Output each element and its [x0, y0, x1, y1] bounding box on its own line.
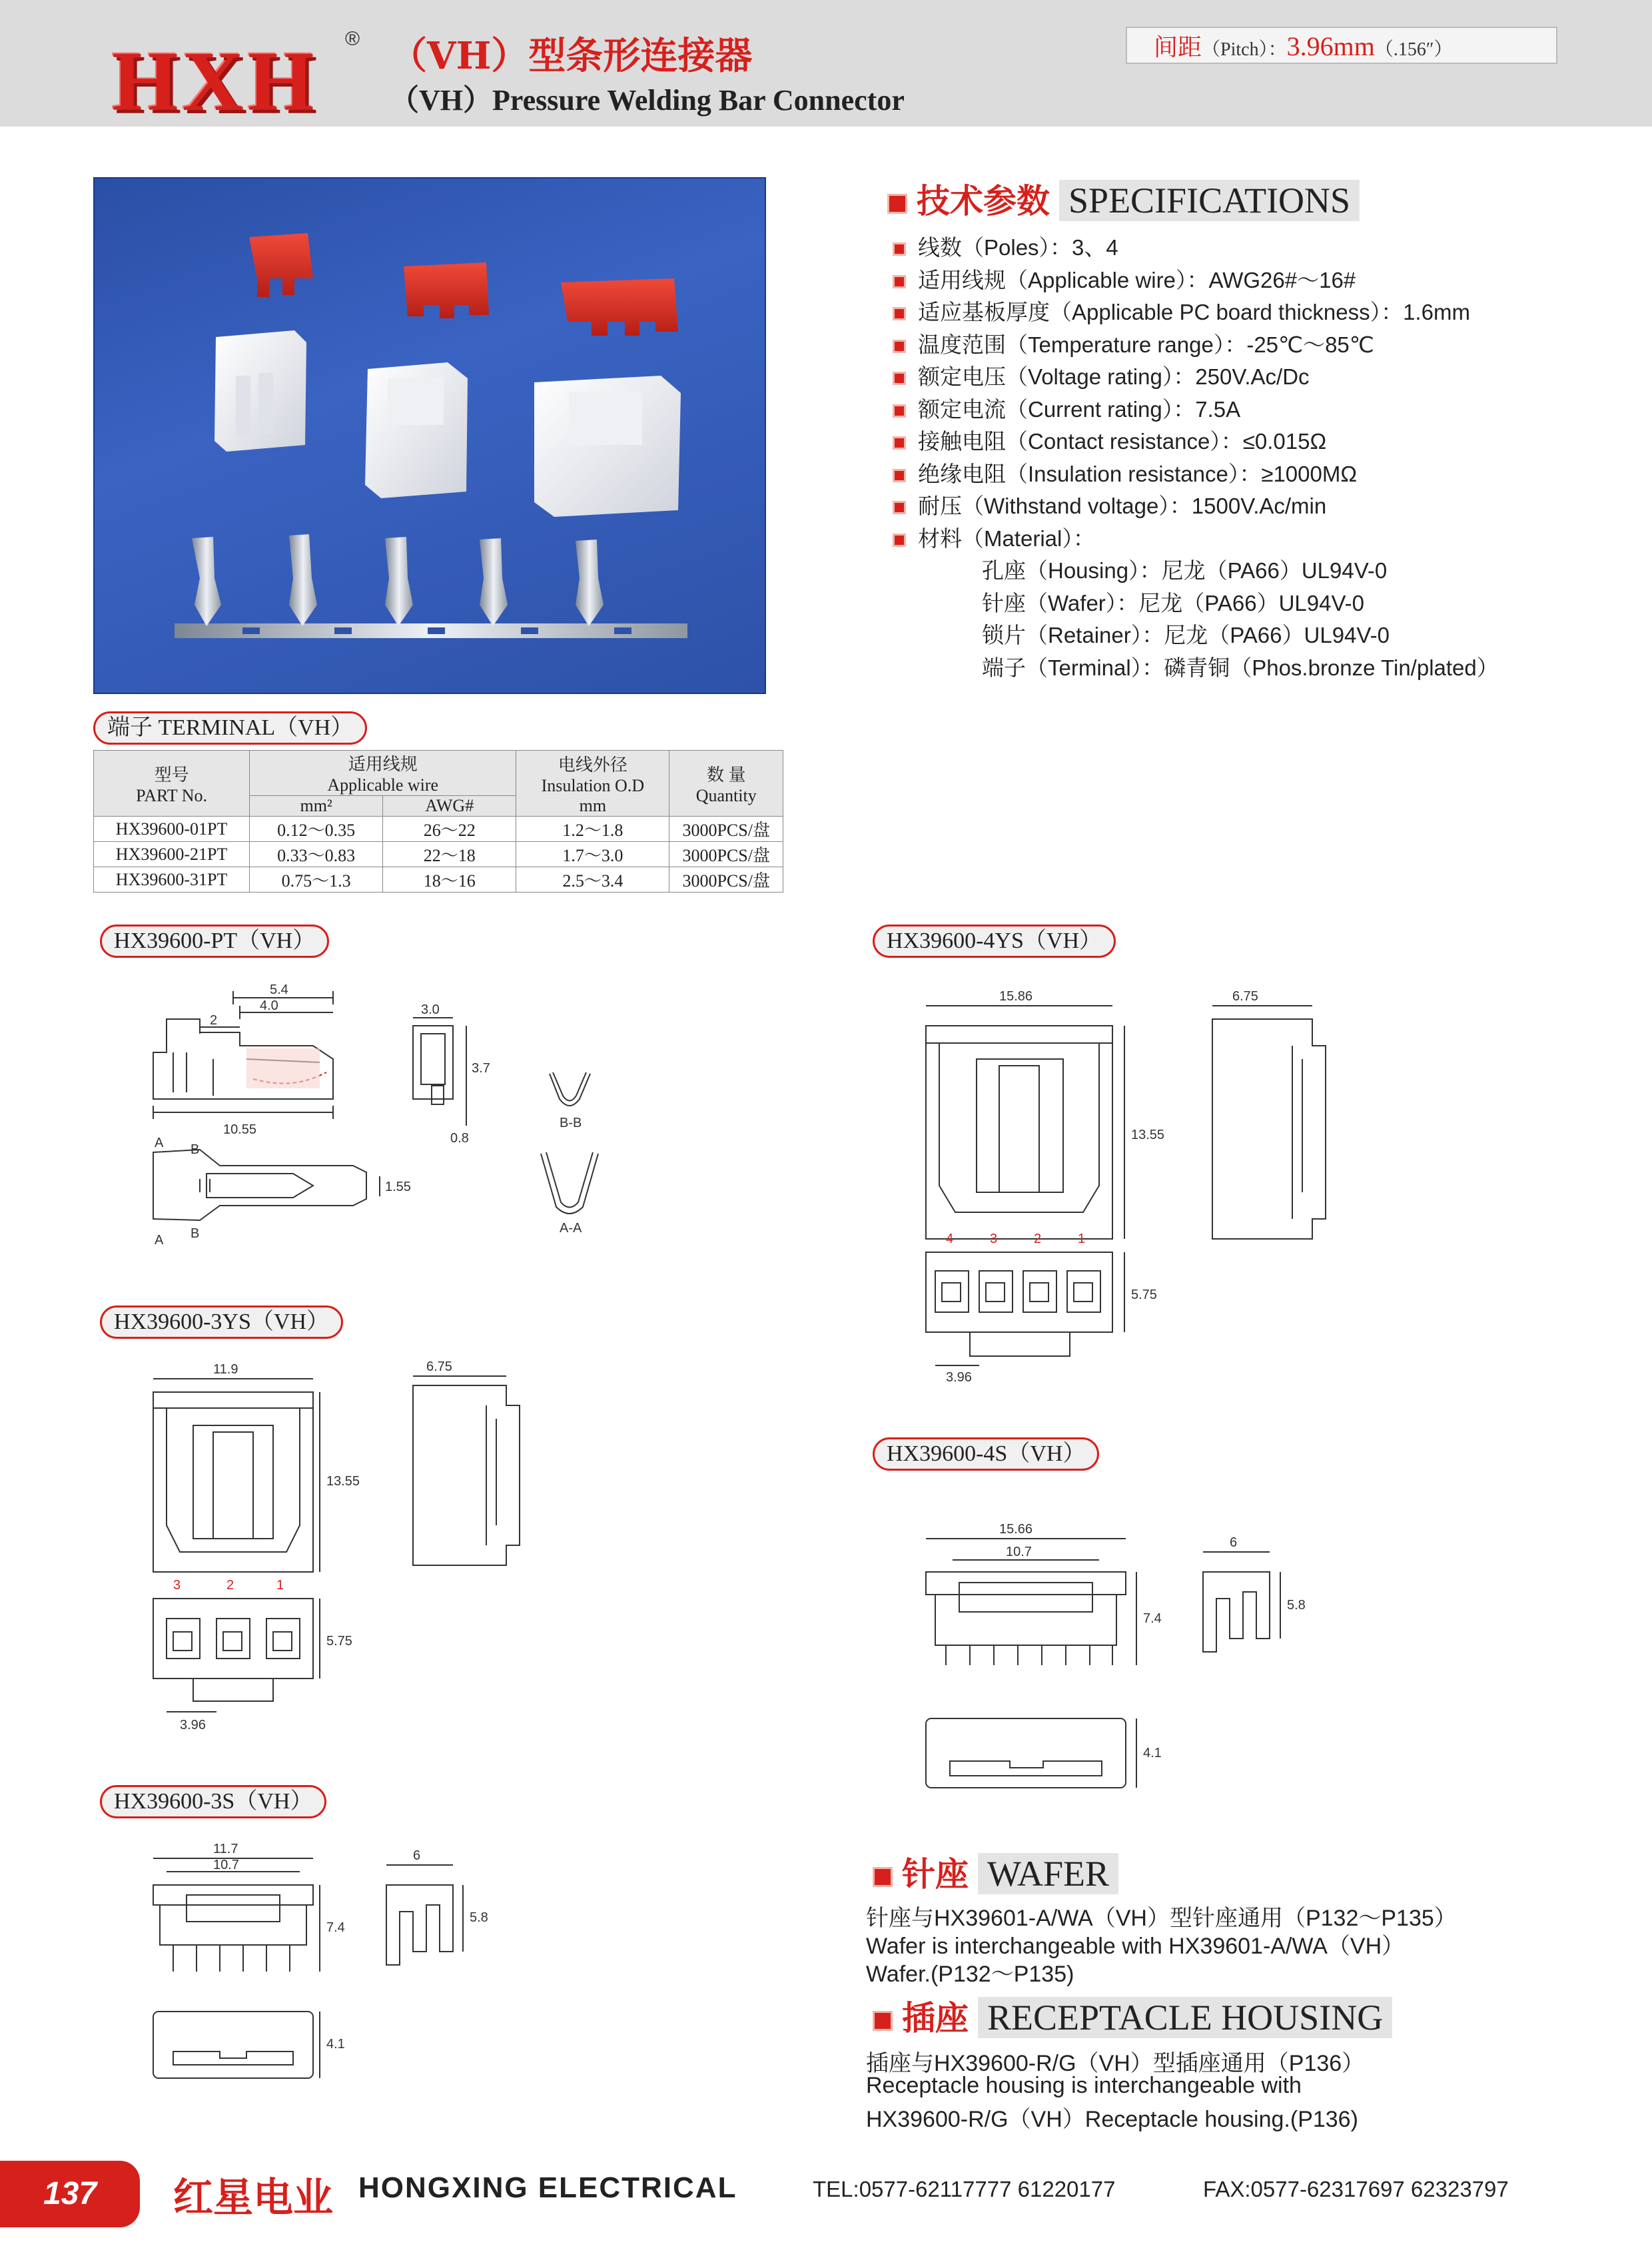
- 4ys-dim-5-75: 5.75: [1131, 1288, 1157, 1302]
- 3ys-side-view: [413, 1376, 520, 1565]
- retainer-mid: [404, 262, 489, 318]
- 3s-dim-11-7: 11.7: [213, 1842, 238, 1856]
- 3ys-dim-5-75: 5.75: [326, 1634, 352, 1649]
- receptacle-note-1: 插座与HX39600-R/G（VH）型插座通用（P136）: [866, 2051, 1365, 2076]
- 4ys-front-view: [926, 1006, 1124, 1239]
- drawing-label-4s: HX39600-4S（VH）: [873, 1437, 1099, 1471]
- th-mm2: mm²: [250, 796, 383, 817]
- specifications-title: [887, 175, 1360, 222]
- section-bullet-icon: [873, 1867, 893, 1887]
- th-wire: 适用线规 Applicable wire: [250, 751, 516, 796]
- spec-item-text: 适用线规（Applicable wire）：AWG26#～16#: [918, 267, 1356, 292]
- terminal-label: 端子 TERMINAL（VH）: [93, 711, 367, 745]
- 3ys-front-view: [153, 1379, 320, 1572]
- 3s-dim-6: 6: [413, 1848, 421, 1863]
- spec-item: [893, 457, 1357, 488]
- spec-item-text: 耐压（Withstand voltage）：1500V.Ac/min: [918, 494, 1327, 518]
- pitch-value: 3.96mm: [1286, 31, 1375, 61]
- th-awg: AWG#: [383, 796, 516, 817]
- receptacle-title: [873, 1992, 1392, 2040]
- material-item: 端子（Terminal）：磷青铜（Phos.bronze Tin/plated）: [982, 655, 1499, 680]
- spec-item-text: 温度范围（Temperature range）：-25℃～85℃: [918, 332, 1374, 357]
- spec-bullet-icon: [893, 436, 906, 450]
- spec-bullet-icon: [893, 534, 906, 547]
- drawing-label-3ys: HX39600-3YS（VH）: [100, 1306, 343, 1339]
- housing-mid: [365, 362, 468, 498]
- 4s-dim-7-4: 7.4: [1143, 1611, 1162, 1626]
- th-part: 型号 PART No.: [94, 751, 250, 817]
- product-photo: [93, 177, 766, 694]
- 4ys-side-view: [1212, 1006, 1326, 1239]
- spec-item: [893, 328, 1374, 359]
- pt-section-aa: [541, 1152, 598, 1214]
- page-header: [0, 0, 1652, 127]
- 4ys-dim-15-86: 15.86: [999, 989, 1033, 1004]
- drawing-label-3s: HX39600-3S（VH）: [100, 1785, 326, 1818]
- section-bullet-icon: [887, 194, 907, 214]
- spec-bullet-icon: [893, 275, 906, 288]
- pitch-inch: （.156″）: [1374, 39, 1453, 60]
- section-aa-label: A-A: [560, 1221, 582, 1236]
- spec-bullet-icon: [893, 404, 906, 418]
- wafer-note-1: 针座与HX39601-A/WA（VH）型针座通用（P132～P135）: [866, 1906, 1457, 1931]
- pt-dim-0-8: 0.8: [450, 1131, 469, 1146]
- spec-item-text: 额定电压（Voltage rating）：250V.Ac/Dc: [918, 364, 1310, 389]
- 3ys-pin-3: 3: [173, 1578, 181, 1593]
- pt-dim-10-55: 10.55: [223, 1122, 257, 1137]
- drawing-label-pt: HX39600-PT（VH）: [100, 925, 329, 958]
- pt-dim-3-7: 3.7: [472, 1061, 490, 1076]
- pt-dim-3-0: 3.0: [421, 1002, 440, 1017]
- th-qty: 数 量 Quantity: [669, 751, 783, 817]
- spec-item-text: 绝缘电阻（Insulation resistance）：≥1000MΩ: [918, 461, 1358, 486]
- retainer-small: [249, 233, 313, 297]
- spec-bullet-icon: [893, 340, 906, 353]
- spec-item: [893, 230, 1118, 262]
- receptacle-title-cn: 插座: [902, 2000, 969, 2037]
- footer-tel: TEL:0577-62117777 61220177: [813, 2177, 1116, 2201]
- pitch-label-cn: 间距: [1154, 34, 1202, 61]
- spec-item: [893, 489, 1326, 520]
- 4ys-dim-3-96: 3.96: [946, 1370, 972, 1385]
- wafer-note-3: Wafer.(P132～P135): [866, 1962, 1074, 1987]
- 4s-dim-4-1: 4.1: [1143, 1746, 1162, 1760]
- drawing-3s: [133, 1832, 560, 2098]
- 3s-front-view: [153, 1858, 320, 1972]
- footer-fax: FAX:0577-62317697 62323797: [1203, 2177, 1509, 2201]
- page-title-cn: （VH）型条形连接器: [390, 34, 753, 78]
- 3ys-dim-3-96: 3.96: [180, 1718, 206, 1732]
- section-bullet-icon: [873, 2011, 893, 2031]
- registered-mark: ®: [345, 28, 360, 50]
- 3ys-dim-6-75: 6.75: [426, 1359, 452, 1374]
- wafer-title-en: WAFER: [978, 1853, 1118, 1894]
- table-row: HX39600-01PT 0.12～0.35 26～22 1.2～1.8 3000PCS/盘: [94, 817, 783, 842]
- 4ys-pin-4: 4: [946, 1232, 954, 1246]
- receptacle-title-en: RECEPTACLE HOUSING: [978, 1997, 1392, 2038]
- spec-item-text: 适应基板厚度（Applicable PC board thickness）：1.6mm: [918, 300, 1470, 324]
- housing-small: [214, 330, 306, 452]
- material-item: 针座（Wafer）：尼龙（PA66）UL94V-0: [982, 590, 1364, 615]
- specifications-title-en: SPECIFICATIONS: [1059, 180, 1360, 221]
- 3ys-bottom-view: [153, 1599, 320, 1712]
- pitch-box: [1126, 27, 1557, 64]
- terminal-strip: [175, 534, 687, 638]
- pitch-label-en: （Pitch）：: [1202, 39, 1287, 60]
- th-od: 电线外径 Insulation O.D mm: [516, 751, 669, 817]
- spec-item-text: 接触电阻（Contact resistance）：≤0.015Ω: [918, 429, 1327, 454]
- spec-bullet-icon: [893, 372, 906, 385]
- spec-item: [893, 295, 1470, 326]
- 4ys-pin-2: 2: [1034, 1232, 1042, 1246]
- drawing-3ys: [133, 1352, 560, 1738]
- spec-item: [893, 360, 1310, 391]
- spec-item: [893, 392, 1240, 424]
- 4s-dim-10-7: 10.7: [1006, 1545, 1032, 1559]
- material-item: 孔座（Housing）：尼龙（PA66）UL94V-0: [982, 558, 1388, 583]
- page-title-en: （VH）Pressure Welding Bar Connector: [390, 84, 905, 117]
- drawing-label-4ys: HX39600-4YS（VH）: [873, 925, 1116, 958]
- table-row: HX39600-31PT 0.75～1.3 18～16 2.5～3.4 3000PCS/盘: [94, 867, 783, 893]
- 4ys-dim-13-55: 13.55: [1131, 1128, 1165, 1142]
- 4ys-bottom-view: [926, 1252, 1124, 1365]
- section-bb-label: B-B: [560, 1116, 582, 1130]
- 3ys-dim-11-9: 11.9: [213, 1362, 238, 1377]
- wafer-note-2: Wafer is interchangeable with HX39601-A/WA（VH）: [866, 1934, 1405, 1959]
- wafer-title-cn: 针座: [902, 1856, 969, 1893]
- specifications-title-cn: 技术参数: [917, 183, 1050, 220]
- 4s-side-view: [1203, 1552, 1280, 1652]
- 3s-bottom-view: [153, 2012, 320, 2078]
- 3s-dim-5-8: 5.8: [470, 1910, 488, 1925]
- spec-item: [893, 263, 1356, 294]
- 3s-dim-10-7: 10.7: [213, 1858, 239, 1872]
- 4ys-pin-3: 3: [990, 1232, 998, 1246]
- pt-front-view: [413, 1018, 466, 1126]
- table-row: HX39600-21PT 0.33～0.83 22～18 1.7～3.0 3000PCS/盘: [94, 842, 783, 867]
- material-item: 锁片（Retainer）：尼龙（PA66）UL94V-0: [982, 623, 1390, 647]
- spec-bullet-icon: [893, 307, 906, 320]
- pt-dim-1-55: 1.55: [385, 1180, 411, 1194]
- pt-letter-b-bottom: B: [191, 1226, 200, 1241]
- terminal-table: [93, 750, 783, 893]
- page-number: 137: [0, 2161, 140, 2227]
- pt-top-view: [153, 1150, 380, 1220]
- spec-item: [893, 522, 1095, 553]
- pt-dim-2: 2: [210, 1013, 218, 1028]
- 4ys-dim-6-75: 6.75: [1232, 989, 1258, 1004]
- 3s-dim-4-1: 4.1: [326, 2037, 345, 2052]
- pt-letter-b-top: B: [191, 1142, 200, 1157]
- spec-bullet-icon: [893, 501, 906, 514]
- 4ys-pin-1: 1: [1078, 1232, 1086, 1246]
- spec-bullet-icon: [893, 242, 906, 256]
- pt-letter-a-bottom: A: [155, 1233, 164, 1248]
- product-photo-illustration: [95, 179, 765, 693]
- spec-item-text: 材料（Material）：: [918, 526, 1095, 551]
- pt-side-view: [153, 991, 333, 1119]
- footer-brand-cn: 红星电业: [173, 2175, 333, 2220]
- 4s-dim-15-66: 15.66: [999, 1522, 1033, 1537]
- 3ys-dim-13-55: 13.55: [326, 1474, 360, 1489]
- wafer-title: [873, 1848, 1118, 1896]
- pt-letter-a-top: A: [155, 1136, 164, 1150]
- drawing-4ys: [913, 972, 1366, 1399]
- drawing-pt: [133, 979, 639, 1259]
- drawing-4s: [913, 1485, 1366, 1805]
- pt-section-bb: [550, 1072, 590, 1106]
- 4s-dim-5-8: 5.8: [1287, 1598, 1306, 1613]
- spec-item: [893, 424, 1326, 456]
- brand-logo: HXH: [112, 34, 318, 129]
- housing-large: [534, 376, 681, 517]
- 4s-dim-6: 6: [1230, 1535, 1238, 1550]
- 3s-side-view: [386, 1865, 463, 1965]
- spec-item-text: 额定电流（Current rating）：7.5A: [918, 396, 1241, 422]
- pt-dim-5-4: 5.4: [270, 982, 288, 997]
- 3ys-pin-2: 2: [226, 1578, 234, 1593]
- retainer-large: [561, 278, 678, 336]
- receptacle-note-3: HX39600-R/G（VH）Receptacle housing.(P136): [866, 2107, 1358, 2132]
- 4s-bottom-view: [926, 1718, 1136, 1788]
- 3ys-pin-1: 1: [276, 1578, 284, 1593]
- 3s-dim-7-4: 7.4: [326, 1920, 345, 1935]
- pt-dim-4-0: 4.0: [260, 998, 278, 1013]
- footer-brand-en: HONGXING ELECTRICAL: [358, 2171, 737, 2204]
- spec-item-text: 线数（Poles）：3、4: [918, 235, 1118, 260]
- spec-bullet-icon: [893, 469, 906, 482]
- receptacle-note-2: Receptacle housing is interchangeable with: [866, 2073, 1302, 2098]
